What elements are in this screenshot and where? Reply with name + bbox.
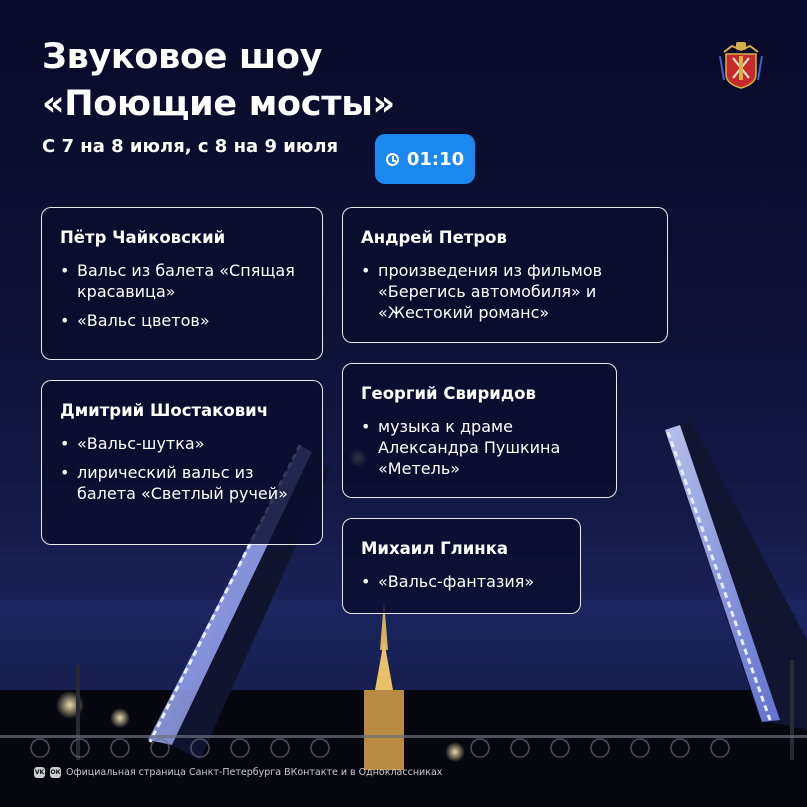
piece-item: • Вальс из балета «Спящая красавица»: [60, 260, 306, 302]
piece-item: • музыка к драме Александра Пушкина «Метель»: [361, 416, 600, 479]
page-title: [42, 34, 395, 128]
composer-card-shostakovich: [41, 380, 323, 545]
title-line-2: «Поющие мосты»: [42, 84, 395, 124]
footer: [34, 767, 442, 778]
composer-name: Дмитрий Шостакович: [60, 401, 269, 420]
composer-name: Андрей Петров: [361, 228, 507, 247]
time-label: 01:10: [406, 148, 465, 170]
time-badge: [375, 134, 475, 184]
composer-name: Пётр Чайковский: [60, 228, 226, 247]
composer-name: Михаил Глинка: [361, 539, 509, 558]
composer-card-glinka: [342, 518, 581, 614]
composer-card-sviridov: [342, 363, 617, 498]
composer-card-petrov: [342, 207, 668, 343]
vk-icon[interactable]: VK: [34, 769, 45, 776]
piece-item: • «Вальс цветов»: [60, 310, 306, 331]
piece-item: • произведения из фильмов «Берегись автомобиля» и «Жестокий романс»: [361, 260, 651, 323]
clock-icon: [386, 153, 399, 166]
footer-text: Официальная страница Санкт-Петербурга ВКонтакте и в Одноклассниках: [66, 767, 443, 778]
title-line-1: Звуковое шоу: [42, 37, 323, 77]
composer-name: Георгий Свиридов: [361, 384, 536, 403]
coat-of-arms-icon: [718, 40, 764, 90]
piece-item: • «Вальс-фантазия»: [361, 571, 564, 592]
ok-icon[interactable]: ОК: [50, 769, 61, 776]
piece-item: • лирический вальс из балета «Светлый ручей»: [60, 462, 306, 504]
composer-card-tchaikovsky: [41, 207, 323, 360]
show-dates: С 7 на 8 июля, с 8 на 9 июля: [42, 136, 339, 157]
piece-item: • «Вальс-шутка»: [60, 433, 306, 454]
